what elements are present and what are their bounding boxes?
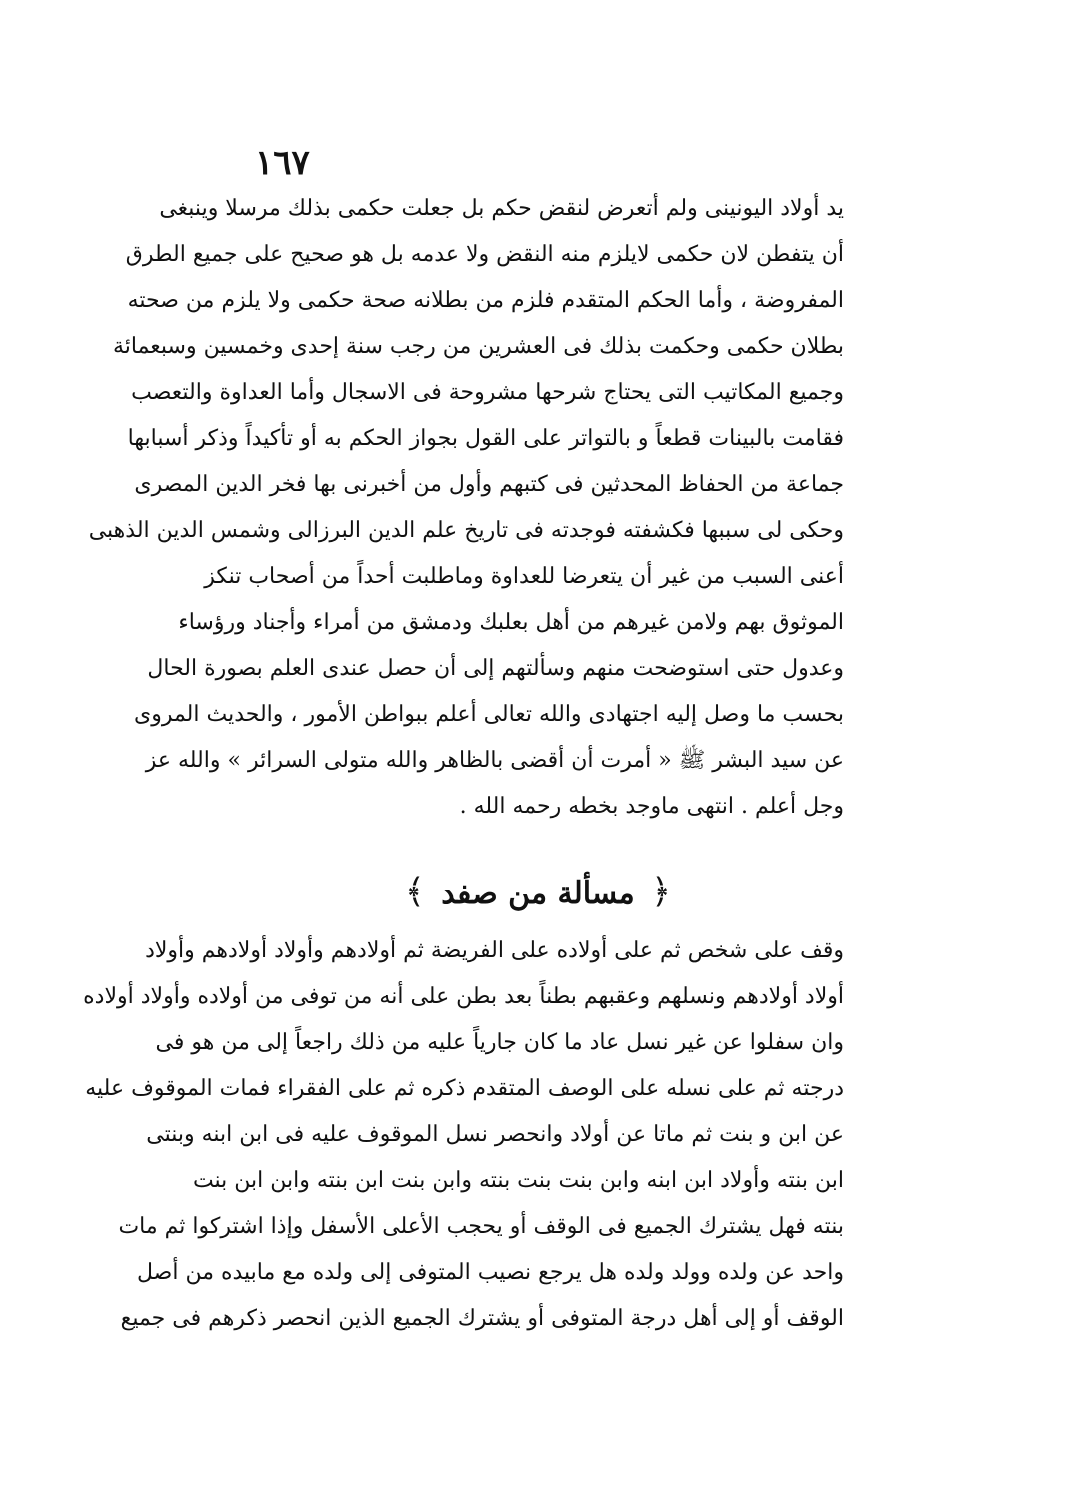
- text-line: وجميع المكاتيب التى يحتاج شرحها مشروحة فى الاسجال وأما العداوة والتعصب: [131, 380, 844, 405]
- text-line: وجل أعلم . انتهى ماوجد بخطه رحمه الله .: [459, 794, 844, 819]
- text-line: الموثوق بهم ولامن غيرهم من أهل بعلبك ودمشق من أمراء وأجناد ورؤساء: [178, 610, 844, 635]
- text-line: درجته ثم على نسله على الوصف المتقدم ذكره ثم على الفقراء فمات الموقوف عليه: [85, 1076, 844, 1101]
- text-line: بحسب ما وصل إليه اجتهادى والله تعالى أعلم ببواطن الأمور ، والحديث المروى: [133, 702, 844, 727]
- text-line: الوقف أو إلى أهل درجة المتوفى أو يشترك الجميع الذين انحصر ذكرهم فى جميع: [120, 1306, 844, 1331]
- text-block-second: [83, 928, 844, 1342]
- section-heading-title: مسألة من صفد: [441, 876, 635, 911]
- text-line: وعدول حتى استوضحت منهم وسألتهم إلى أن حصل عندى العلم بصورة الحال: [147, 656, 844, 681]
- text-line: أولاد أولادهم ونسلهم وعقبهم بطناً بعد بطن على أنه من توفى من أولاده وأولاد أولاده: [83, 984, 844, 1009]
- ornamental-bracket-open: ﴿: [651, 872, 672, 912]
- text-block-first: [88, 186, 844, 830]
- text-line: ابن بنته وأولاد ابن ابنه وابن بنت بنت بنته وابن بنت ابن بنته وابن ابن بنت: [192, 1168, 844, 1193]
- text-line: جماعة من الحفاظ المحدثين فى كتبهم وأول من أخبرنى بها فخر الدين المصرى: [134, 472, 844, 497]
- text-line: بنته فهل يشترك الجميع فى الوقف أو يحجب الأعلى الأسفل وإذا اشتركوا ثم مات: [118, 1214, 844, 1239]
- text-line: يد أولاد اليونينى ولم أتعرض لنقض حكم بل جعلت حكمى بذلك مرسلا وينبغى: [159, 196, 844, 221]
- text-line: أن يتفطن لان حكمى لايلزم منه النقض ولا عدمه بل هو صحيح على جميع الطرق: [125, 242, 844, 267]
- text-line: عن سيد البشر ﷺ « أمرت أن أقضى بالظاهر والله متولى السرائر » والله عز: [145, 748, 844, 773]
- page-number: ١٦٧: [255, 143, 310, 183]
- text-line: وان سفلوا عن غير نسل عاد ما كان جارياً عليه من ذلك راجعاً إلى من هو فى: [155, 1030, 844, 1055]
- text-line: وحكى لى سببها فكشفته فوجدته فى تاريخ علم الدين البرزالى وشمس الدين الذهبى: [88, 518, 844, 543]
- text-line: وقف على شخص ثم على أولاده على الفريضة ثم أولادهم وأولاد أولادهم وأولاد: [145, 938, 844, 963]
- text-line: فقامت بالبينات قطعاً و بالتواتر على القول بجواز الحكم به أو تأكيداً وذكر أسبابها: [127, 426, 844, 451]
- text-line: أعنى السبب من غير أن يتعرضا للعداوة وماطلبت أحداً من أصحاب تنكز: [204, 564, 844, 589]
- text-line: بطلان حكمى وحكمت بذلك فى العشرين من رجب سنة إحدى وخمسين وسبعمائة: [112, 334, 844, 359]
- text-line: عن ابن و بنت ثم ماتا عن أولاد وانحصر نسل الموقوف عليه فى ابن ابنه وبنتى: [146, 1122, 844, 1147]
- text-line: المفروضة ، وأما الحكم المتقدم فلزم من بطلانه صحة حكمى ولا يلزم من صحته: [127, 288, 844, 313]
- text-line: واحد عن ولده وولد ولده هل يرجع نصيب المتوفى إلى ولده مع مابيده من أصل: [137, 1260, 844, 1285]
- section-heading: [232, 862, 844, 922]
- ornamental-bracket-close: ﴾: [404, 872, 425, 912]
